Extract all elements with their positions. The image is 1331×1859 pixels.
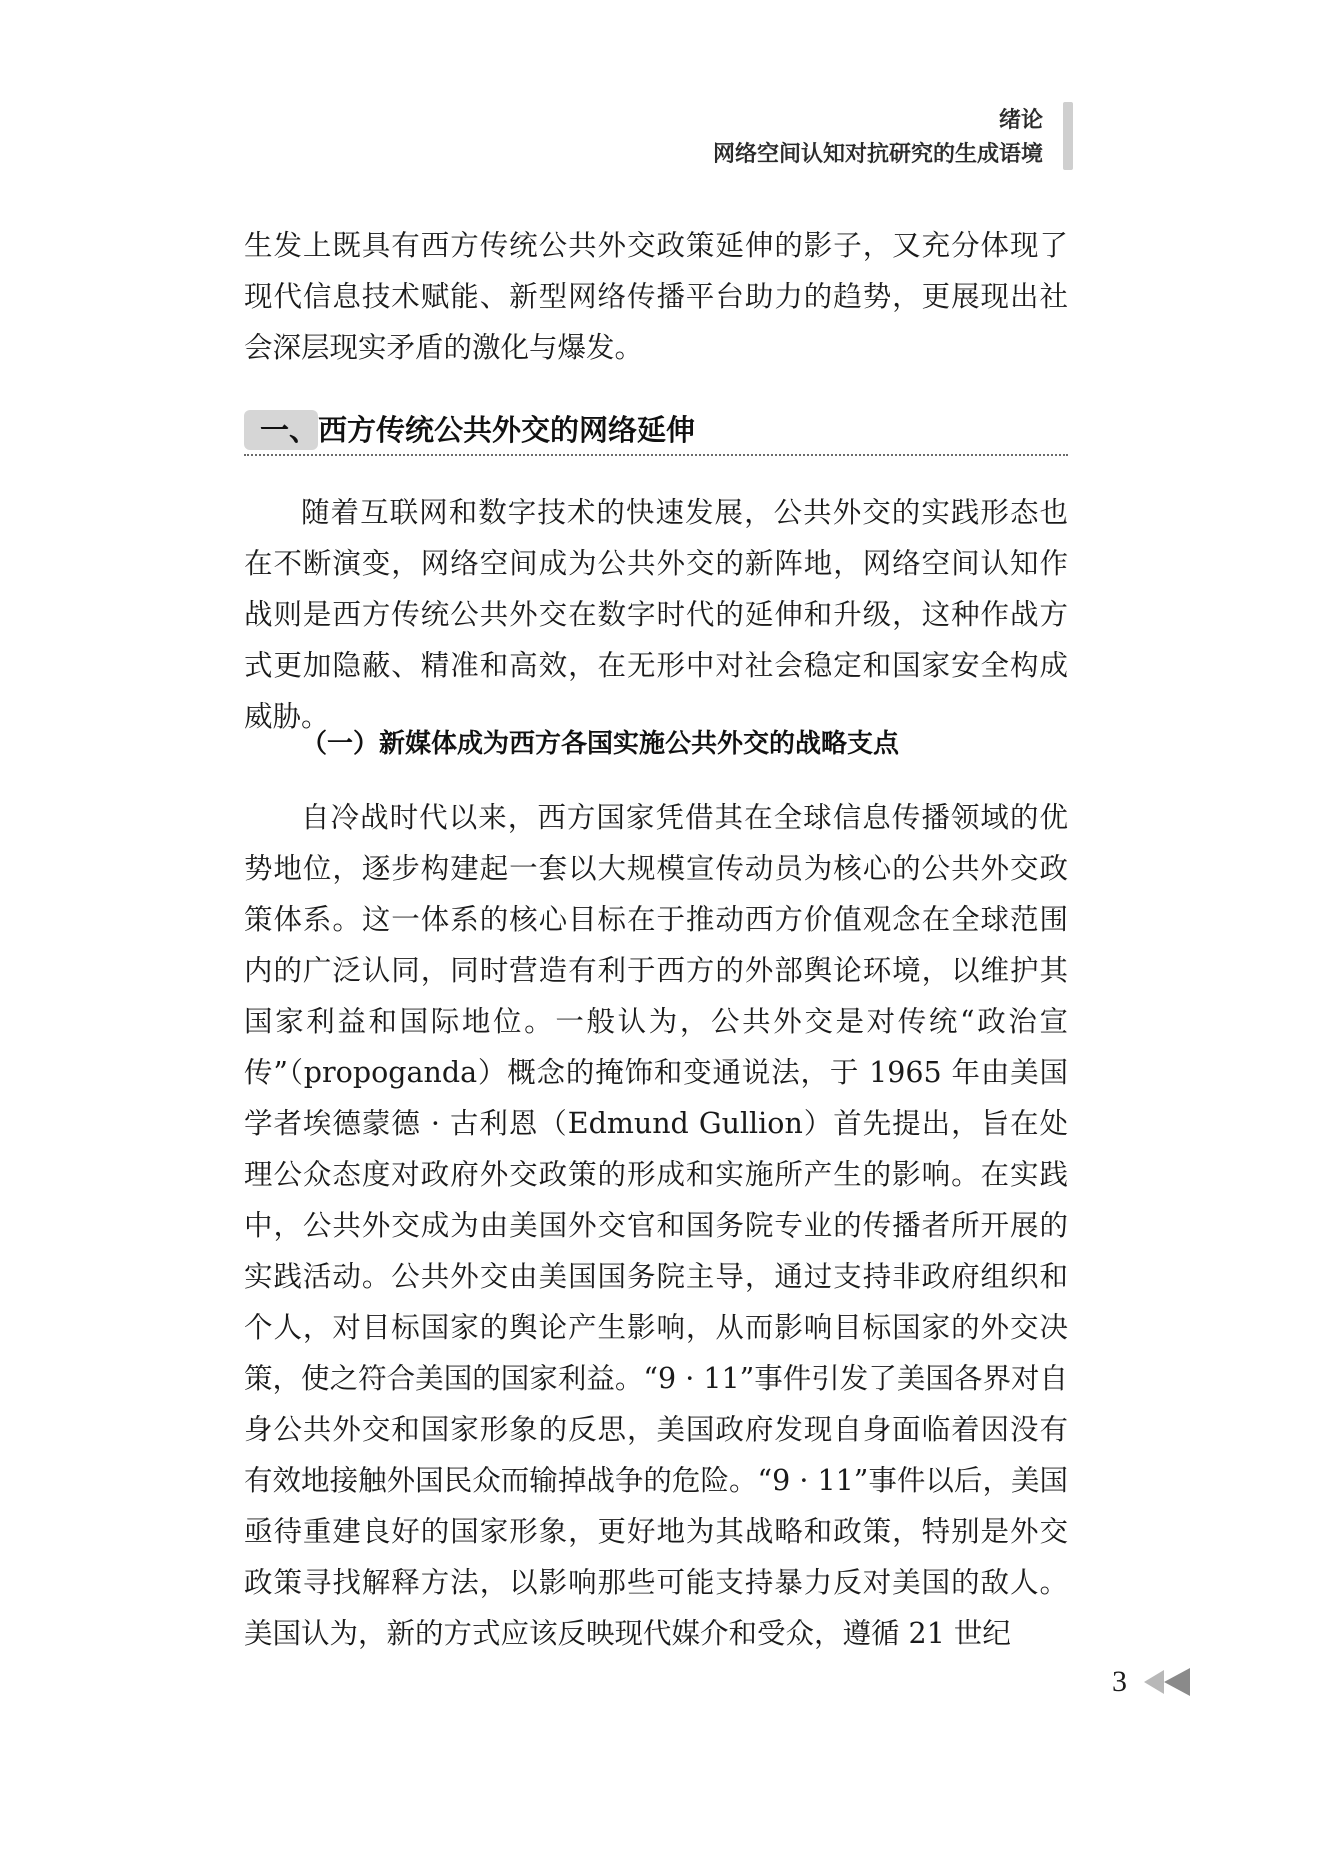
header-side-bar [1063, 102, 1073, 170]
section-heading [244, 408, 1068, 456]
chapter-title: 绪论 [998, 108, 1043, 133]
subsection-paragraph: 自冷战时代以来，西方国家凭借其在全球信息传播领域的优势地位，逐步构建起一套以大规模宣传动员为核心的公共外交政策体系。这一体系的核心目标在于推动西方价值观念在全球范围内的广泛认同，同时营造有利于西方的外部舆论环境，以维护其国家利益和国际地位。一般认为，公共外交是对传统“政治宣传”（propoganda）概念的掩饰和变通说法，于 1965 年由美国学者埃德蒙德 · 古利恩（Edmund Gullion）首先提出，旨在处理公众态度对政府外交政策的形成和实施所产生的影响。在实践中，公共外交成为由美国外交官和国务院专业的传播者所开展的实践活动。公共外交由美国国务院主导，通过支持非政府组织和个人，对目标国家的舆论产生影响，从而影响目标国家的外交决策，使之符合美国的国家利益。“9 · 11”事件引发了美国各界对自身公共外交和国家形象的反思，美国政府发现自身面临着因没有有效地接触外国民众而输掉战争的危险。“9 · 11”事件以后，美国亟待重建良好的国家形象，更好地为其战略和政策，特别是外交政策寻找解释方法，以影响那些可能支持暴力反对美国的敌人。美国认为，新的方式应该反映现代媒介和受众，遵循 21 世纪 [244, 801, 1068, 1650]
subsection-heading: （一）新媒体成为西方各国实施公共外交的战略支点 [301, 729, 900, 759]
subsection-paragraph-block [244, 792, 1068, 1659]
intro-paragraph: 生发上既具有西方传统公共外交政策延伸的影子，又充分体现了现代信息技术赋能、新型网络传播平台助力的趋势，更展现出社会深层现实矛盾的激化与爆发。 [244, 229, 1068, 364]
chapter-subtitle: 网络空间认知对抗研究的生成语境 [712, 142, 1043, 167]
intro-paragraph-block [244, 220, 1068, 373]
section-paragraph: 随着互联网和数字技术的快速发展，公共外交的实践形态也在不断演变，网络空间成为公共外交的新阵地，网络空间认知作战则是西方传统公共外交在数字时代的延伸和升级，这种作战方式更加隐蔽、精准和高效，在无形中对社会稳定和国家安全构成威胁。 [244, 496, 1068, 733]
running-header [713, 104, 1043, 172]
section-paragraph-block [244, 487, 1068, 742]
section-heading-text: 一、西方传统公共外交的网络延伸 [260, 413, 696, 447]
page-marker-arrow-icon [1142, 1666, 1192, 1698]
page-number: 3 [1112, 1665, 1127, 1698]
